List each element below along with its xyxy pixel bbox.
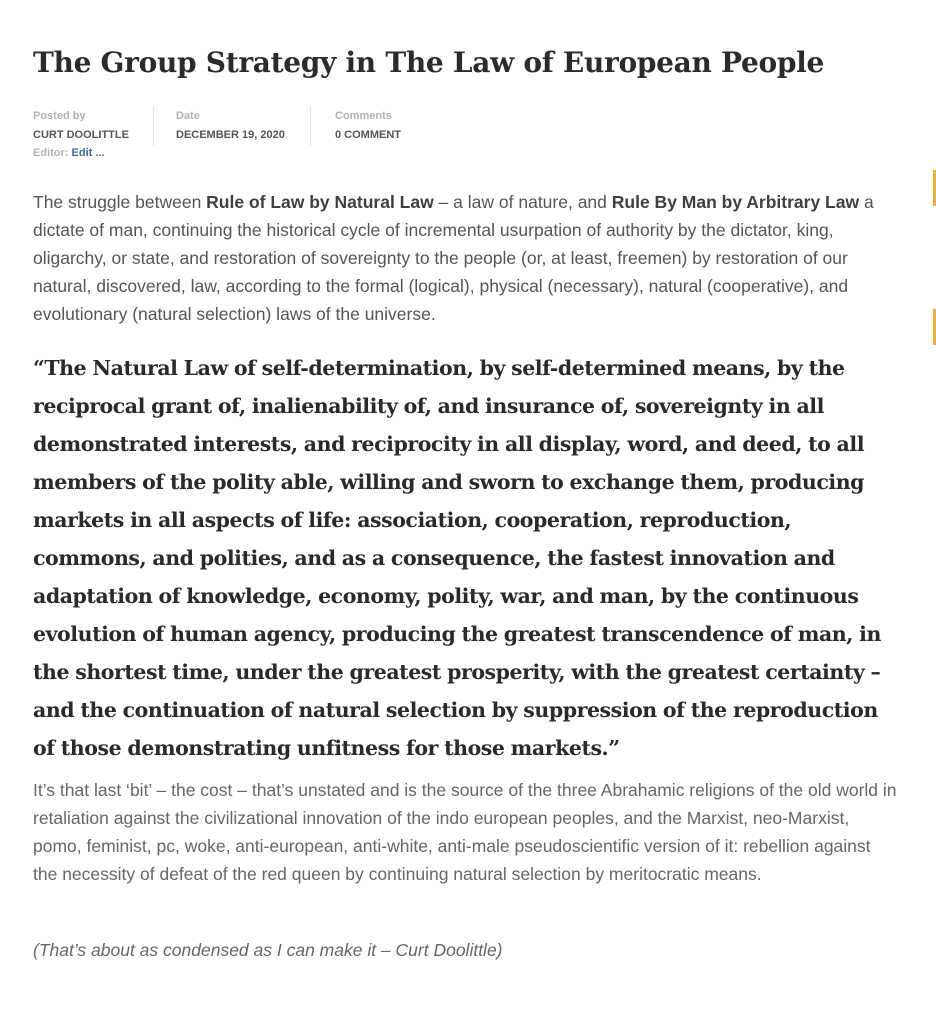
- comments-label: Comments: [335, 110, 392, 122]
- intro-text-1: The struggle between: [33, 192, 207, 212]
- editor-label: Editor:: [33, 147, 69, 159]
- author-name[interactable]: CURT DOOLITTLE: [33, 129, 129, 141]
- date-label: Date: [176, 110, 200, 122]
- signoff: (That’s about as condensed as I can make it – Curt Doolittle): [33, 940, 503, 960]
- intro-text-2: – a law of nature, and: [433, 192, 612, 212]
- intro-bold-1: Rule of Law by Natural Law: [206, 192, 434, 212]
- intro-text-3: a dictate of man, continuing the historical cycle of incremental usurpation of authority by the dictator, king, oligarchy, or state, and restoration of sovereignty to the people (or, at least, freemen) by restoration of our natural, discovered, law, according to the formal (logical), physical (necessary), natural (cooperative), and evolutionary (natural selection) laws of the universe.: [33, 192, 874, 324]
- meta-posted-by: [33, 106, 153, 146]
- edit-link[interactable]: Edit ...: [71, 147, 105, 159]
- comment-count[interactable]: 0 COMMENT: [335, 129, 401, 141]
- meta-date: [153, 106, 310, 146]
- follow-paragraph: It’s that last ‘bit’ – the cost – that’s unstated and is the source of the three Abrahamic religions of the old world in retaliation against the civilizational innovation of the indo european peoples, and the Marxist, neo-Marxist, pomo, feminist, pc, woke, anti-european, anti-white, anti-male pseudoscientific version of it: rebellion against the necessity of defeat of the red queen by continuing natural selection by meritocratic means.: [33, 780, 897, 884]
- meta-comments: [310, 106, 455, 146]
- posted-by-label: Posted by: [33, 110, 86, 122]
- intro-paragraph: [33, 188, 899, 328]
- intro-bold-2: Rule By Man by Arbitrary Law: [611, 192, 860, 212]
- post-meta: [33, 106, 455, 146]
- editor-line: [33, 147, 105, 159]
- post-date: DECEMBER 19, 2020: [176, 129, 285, 141]
- post-title: The Group Strategy in The Law of European People: [33, 46, 825, 79]
- natural-law-quote: “The Natural Law of self-determination, by self-determined means, by the reciprocal grant of, inalienability of, and insurance of, sovereignty in all demonstrated interests, and reciprocity in all display, word, and deed, to all members of the polity able, willing and sworn to exchange them, producing markets in all aspects of life: association, cooperation, reproduction, commons, and polities, and as a consequence, the fastest innovation and adaptation of knowledge, economy, polity, war, and man, by the continuous evolution of human agency, producing the greatest transcendence of man, in the shortest time, under the greatest prosperity, with the greatest certainty – and the continuation of natural selection by suppression of the reproduction of those demonstrating unfitness for those markets.”: [33, 356, 881, 760]
